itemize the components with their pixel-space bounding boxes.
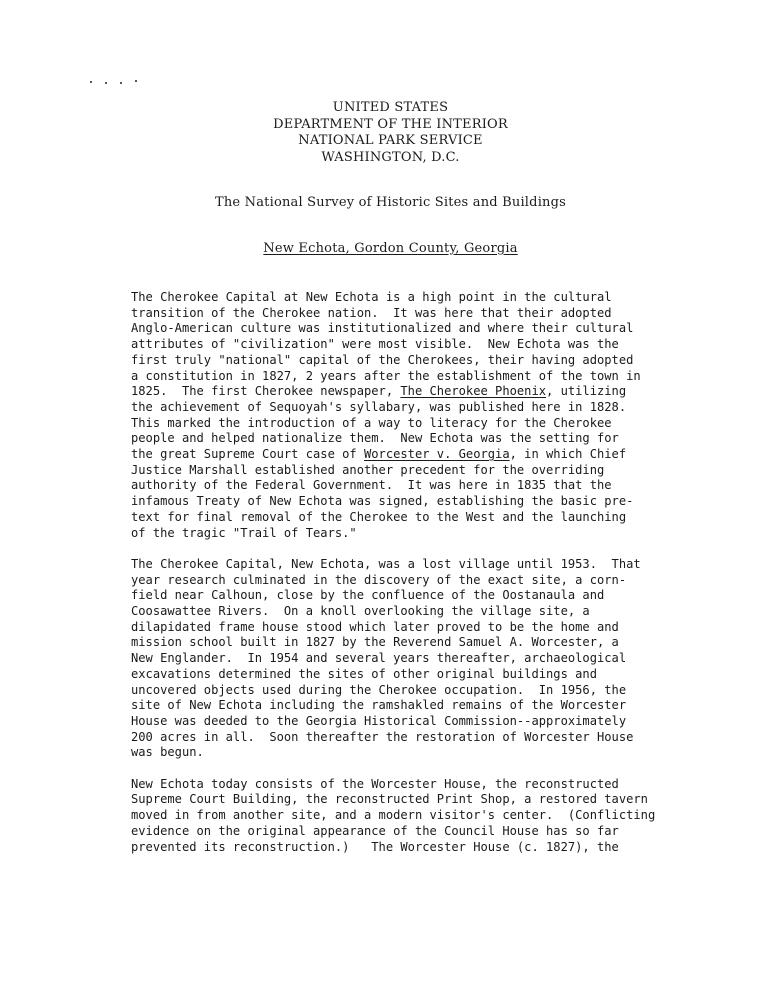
text-line: attributes of "civilization" were most visible. New Echota was the <box>131 337 619 352</box>
text-line: of the tragic "Trail of Tears." <box>131 525 357 540</box>
letterhead-line-city: WASHINGTON, D.C. <box>321 149 460 165</box>
text-line: Coosawattee Rivers. On a knoll overlooking the village site, a <box>131 604 590 619</box>
text-line: New Englander. In 1954 and several years thereafter, archaeological <box>131 651 627 666</box>
text-line: uncovered objects used during the Cherokee occupation. In 1956, the <box>131 682 627 697</box>
text-line: Anglo-American culture was institutionalized and where their cultural <box>131 321 634 336</box>
text-line: site of New Echota including the ramshakled remains of the Worcester <box>131 698 627 713</box>
text-segment: the great Supreme Court case of <box>131 447 364 462</box>
text-segment: , in which Chief <box>509 447 627 462</box>
text-line: prevented its reconstruction.) The Worcester House (c. 1827), the <box>131 839 619 854</box>
text-line: was begun. <box>131 745 204 760</box>
text-line: moved in from another site, and a modern visitor's center. (Conflicting <box>131 808 656 823</box>
text-line: 200 acres in all. Soon thereafter the restoration of Worcester House <box>131 729 634 744</box>
text-line: excavations determined the sites of other original buildings and <box>131 666 597 681</box>
survey-title: The National Survey of Historic Sites and Buildings <box>214 195 567 210</box>
text-line: year research culminated in the discovery of the exact site, a corn- <box>131 572 627 587</box>
text-line <box>131 384 691 400</box>
text-line: The Cherokee Capital at New Echota is a high point in the cultural <box>131 290 612 304</box>
court-case-title: Worcester v. Georgia <box>364 447 510 462</box>
letterhead <box>0 100 781 166</box>
paragraph-today <box>131 777 691 856</box>
letterhead-line-service: NATIONAL PARK SERVICE <box>298 133 483 148</box>
letterhead-line-department: DEPARTMENT OF THE INTERIOR <box>273 116 508 132</box>
text-line: This marked the introduction of a way to literacy for the Cherokee <box>131 415 612 430</box>
text-line: House was deeded to the Georgia Historical Commission--approximately <box>131 713 627 728</box>
text-line: transition of the Cherokee nation. It was here that their adopted <box>131 305 612 320</box>
text-line: dilapidated frame house stood which later proved to be the home and <box>131 619 619 634</box>
site-title <box>0 241 781 256</box>
text-line: The Cherokee Capital, New Echota, was a lost village until 1953. That <box>131 556 641 571</box>
text-line: evidence on the original appearance of the Council House has so far <box>131 823 619 838</box>
text-line: New Echota today consists of the Worcester House, the reconstructed <box>131 776 619 791</box>
text-segment: 1825. The first Cherokee newspaper, <box>131 384 401 399</box>
newspaper-title: The Cherokee Phoenix <box>400 384 547 399</box>
paragraph-history <box>131 290 691 541</box>
letterhead-line-country: UNITED STATES <box>332 100 449 115</box>
text-line: field near Calhoun, close by the confluence of the Oostanaula and <box>131 588 605 603</box>
text-line: infamous Treaty of New Echota was signed, establishing the basic pre- <box>131 494 634 509</box>
document-body <box>131 290 691 871</box>
text-line: mission school built in 1827 by the Reverend Samuel A. Worcester, a <box>131 635 619 650</box>
text-segment: , utilizing <box>546 384 627 399</box>
site-title-text: New Echota, Gordon County, Georgia <box>263 241 518 256</box>
text-line: a constitution in 1827, 2 years after the establishment of the town in <box>131 368 641 383</box>
text-line: people and helped nationalize them. New Echota was the setting for <box>131 431 619 446</box>
text-line: text for final removal of the Cherokee to the West and the launching <box>131 509 627 524</box>
text-line: first truly "national" capital of the Cherokees, their having adopted <box>131 352 634 367</box>
text-line: Justice Marshall established another precedent for the overriding <box>131 462 605 477</box>
paragraph-discovery <box>131 557 691 761</box>
text-line <box>131 447 691 463</box>
text-line: the achievement of Sequoyah's syllabary, was published here in 1828. <box>131 399 627 414</box>
text-line: Supreme Court Building, the reconstructed Print Shop, a restored tavern <box>131 792 648 807</box>
text-line: authority of the Federal Government. It was here in 1835 that the <box>131 478 612 493</box>
